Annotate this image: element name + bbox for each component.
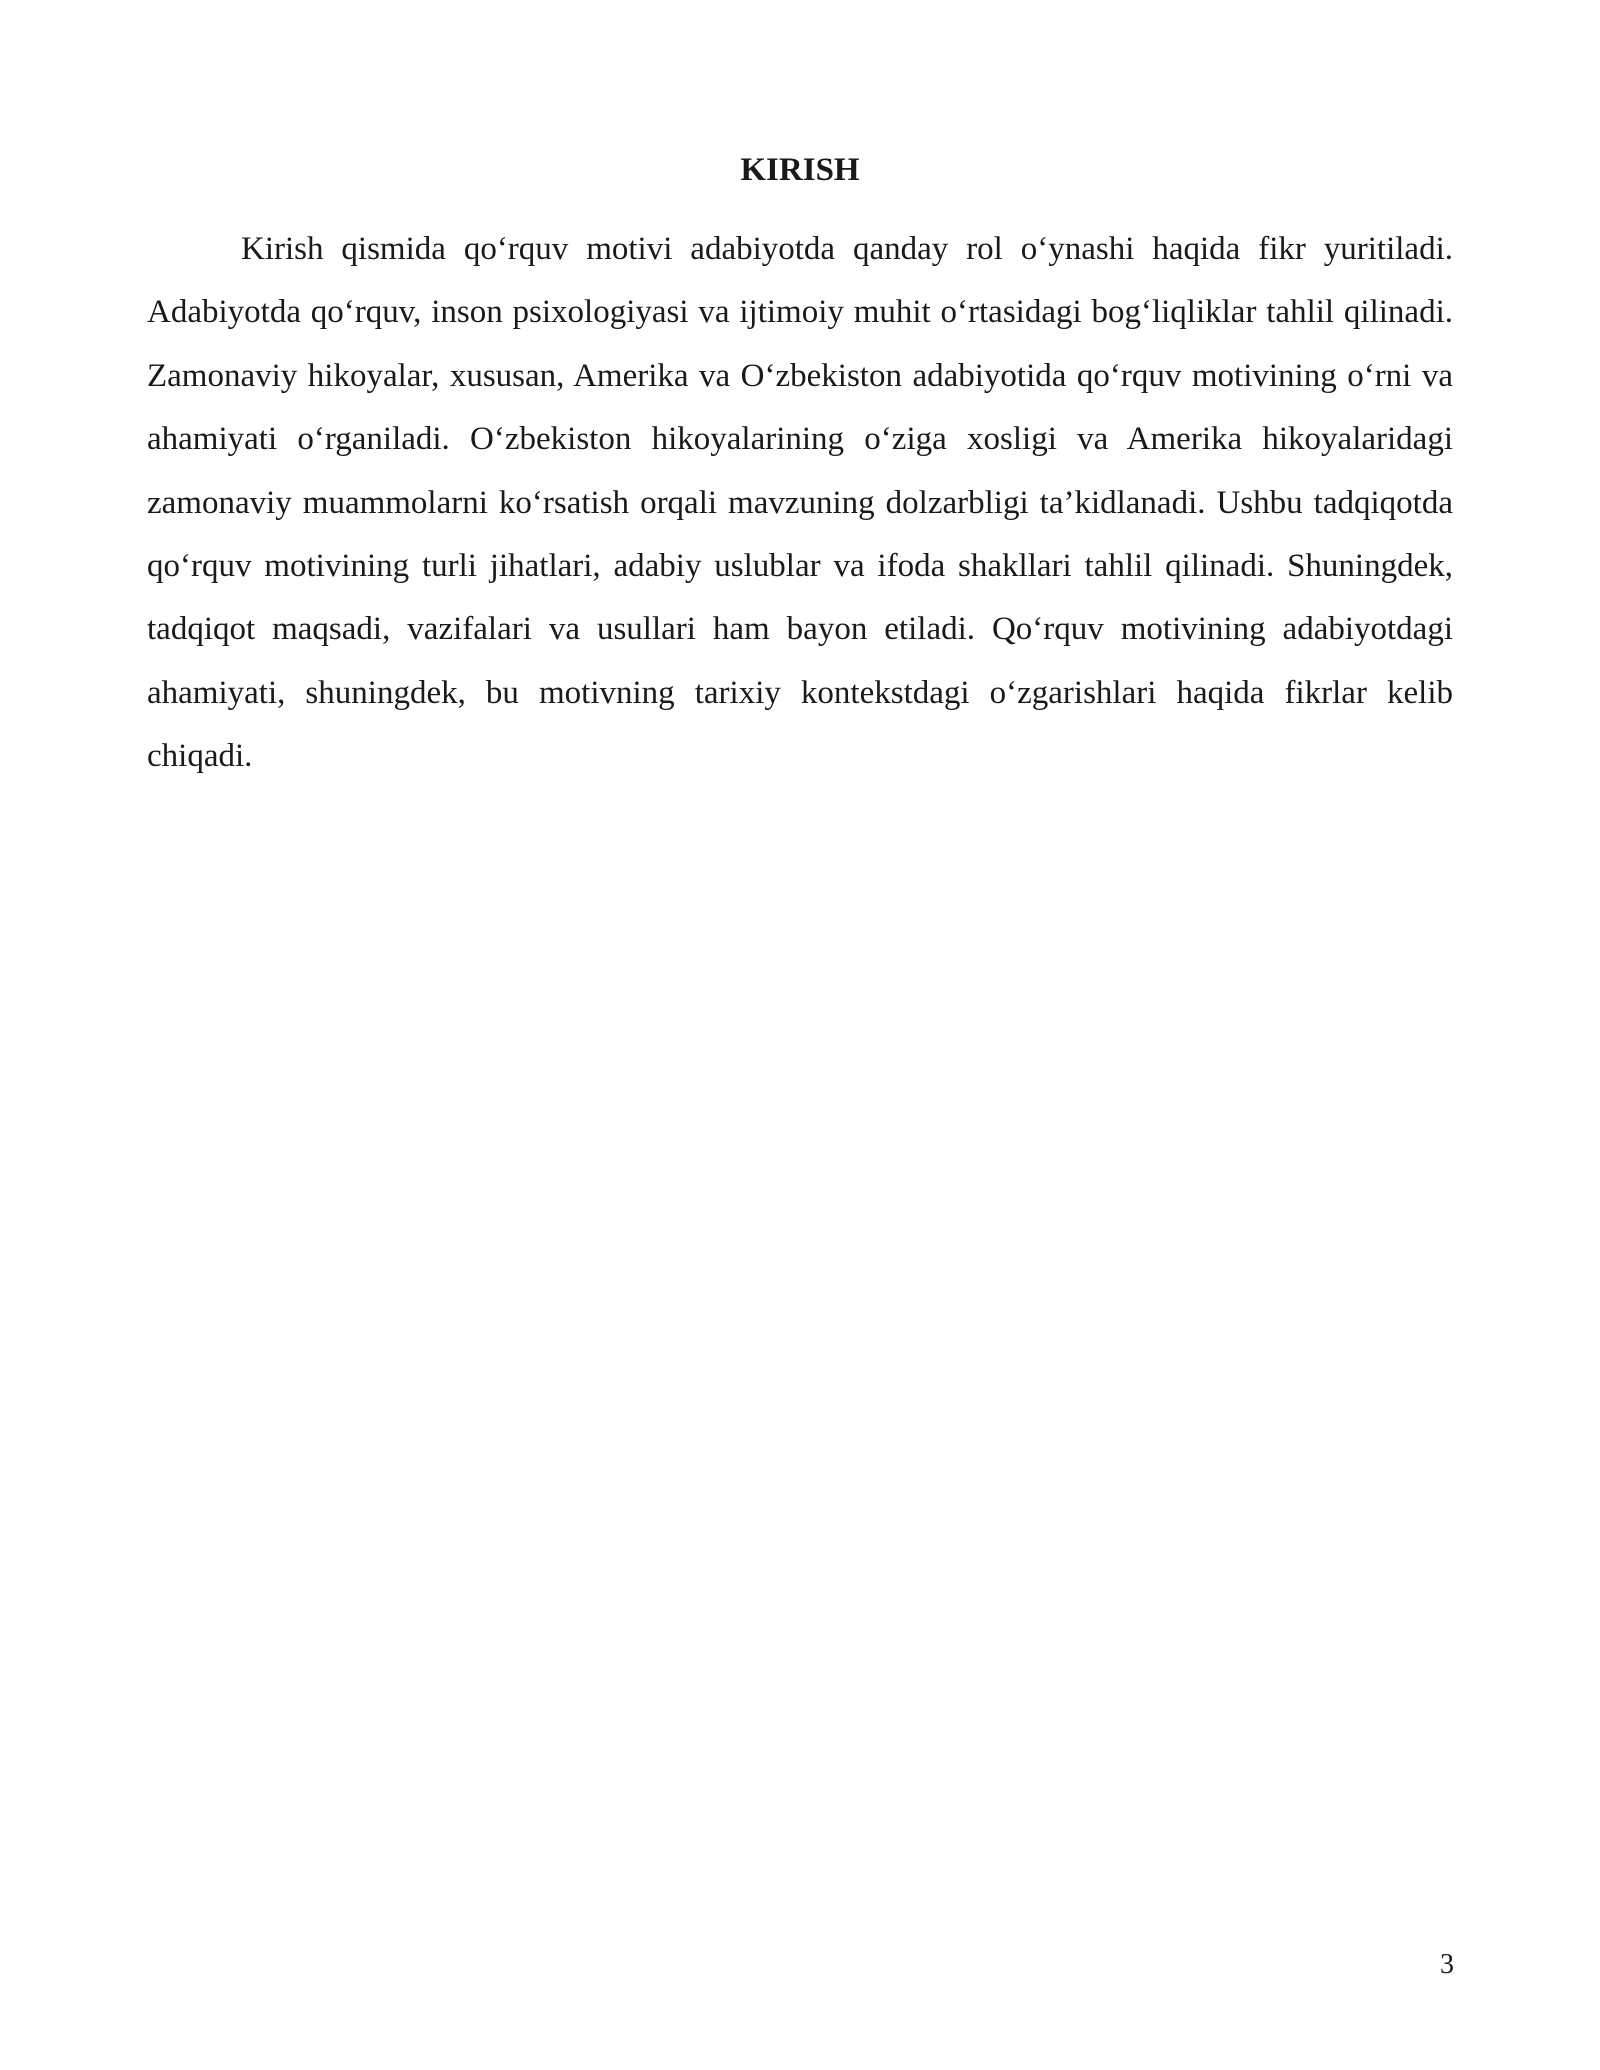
section-heading: KIRISH xyxy=(740,152,860,188)
body-paragraph: Kirish qismida qo‘rquv motivi adabiyotda qanday rol o‘ynashi haqida fikr yuritiladi. Adabiyotda qo‘rquv, inson psixologiyasi va ijtimoiy muhit o‘rtasidagi bog‘liqliklar tahlil qilinadi. Zamonaviy hikoyalar, xususan, Amerika va O‘zbekiston adabiyotida qo‘rquv motivining o‘rni va ahamiyati o‘rganiladi. O‘zbekiston hikoyalarining o‘ziga xosligi va Amerika hikoyalaridagi zamonaviy muammolarni ko‘rsatish orqali mavzuning dolzarbligi ta’kidlanadi. Ushbu tadqiqotda qo‘rquv motivining turli jihatlari, adabiy uslublar va ifoda shakllari tahlil qilinadi. Shuningdek, tadqiqot maqsadi, vazifalari va usullari ham bayon etiladi. Qo‘rquv motivining adabiyotdagi ahamiyati, shuningdek, bu motivning tarixiy kontekstdagi o‘zgarishlari haqida fikrlar kelib chiqadi. xyxy=(147,231,1453,775)
page-number: 3 xyxy=(1440,1949,1454,1980)
